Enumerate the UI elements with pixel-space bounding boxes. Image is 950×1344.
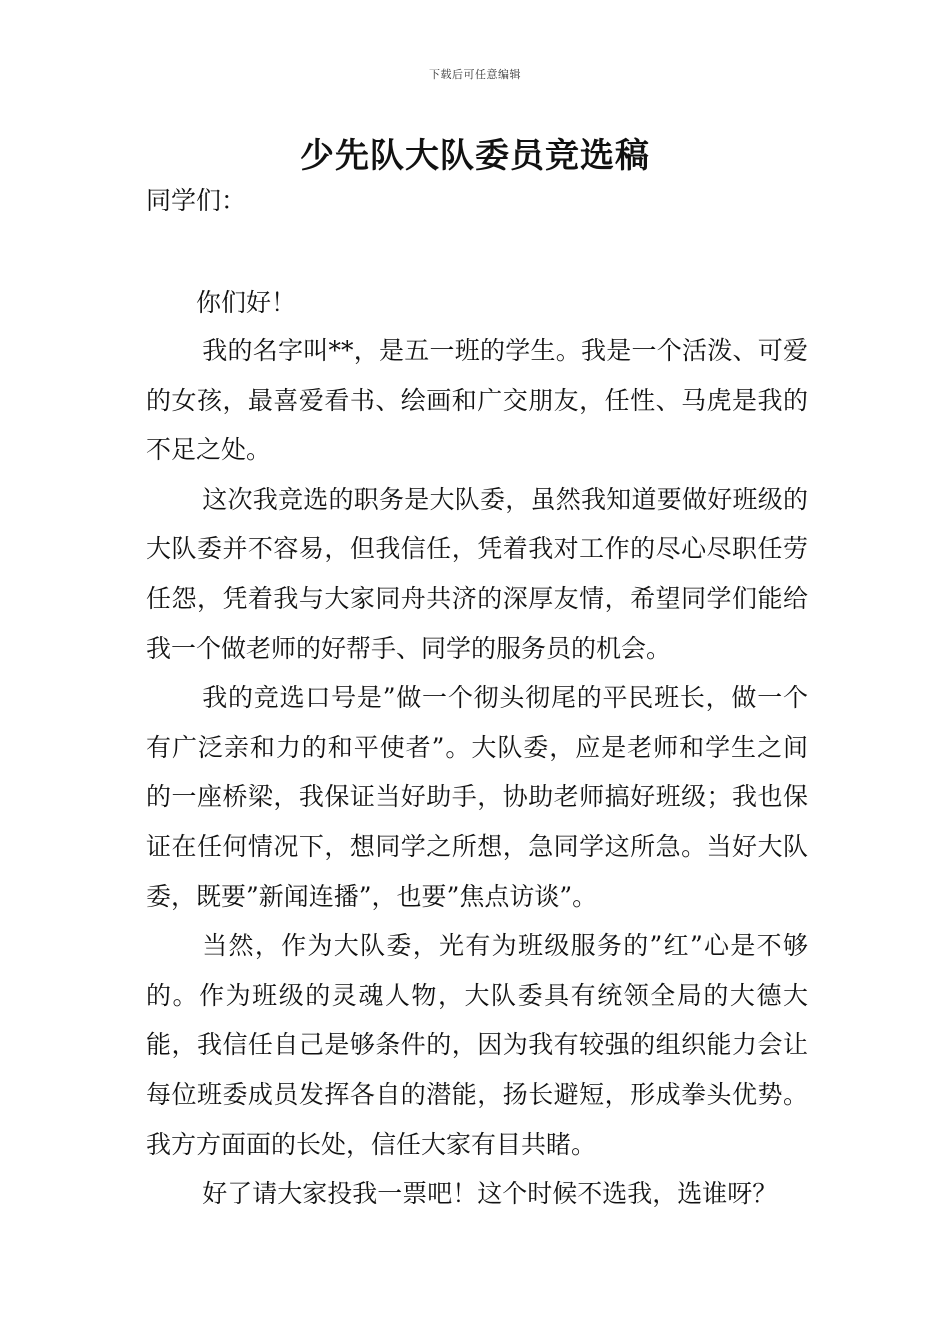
salutation: 同学们： (146, 186, 247, 215)
paragraph-ability: 当然，作为大队委，光有为班级服务的”红”心是不够的。作为班级的灵魂人物，大队委具有统领全局的大德大能，我信任自己是够条件的，因为我有较强的组织能力会让每位班委成员发挥各自的潜能，扬长避短，形成拳头优势。我方方面面的长处，信任大家有目共睹。 (146, 931, 808, 1159)
body-text (146, 326, 808, 1219)
paragraph-intro: 我的名字叫**，是五一班的学生。我是一个活泼、可爱的女孩，最喜爱看书、绘画和广交朋友，任性、马虎是我的不足之处。 (146, 336, 808, 465)
header-note: 下载后可任意编辑 (429, 68, 521, 81)
paragraph-closing: 好了请大家投我一票吧！这个时候不选我，选谁呀？ (202, 1179, 778, 1209)
greeting: 你们好！ (196, 288, 297, 317)
paragraph-slogan: 我的竞选口号是”做一个彻头彻尾的平民班长，做一个有广泛亲和力的和平使者”。大队委，应是老师和学生之间的一座桥梁，我保证当好助手，协助老师搞好班级；我也保证在任何情况下，想同学之所想，急同学这所急。当好大队委，既要”新闻连播”，也要”焦点访谈”。 (146, 683, 808, 911)
paragraph-position: 这次我竞选的职务是大队委，虽然我知道要做好班级的大队委并不容易，但我信任，凭着我对工作的尽心尽职任劳任怨，凭着我与大家同舟共济的深厚友情，希望同学们能给我一个做老师的好帮手、同学的服务员的机会。 (146, 484, 808, 663)
document-title: 少先队大队委员竞选稿 (300, 136, 650, 176)
